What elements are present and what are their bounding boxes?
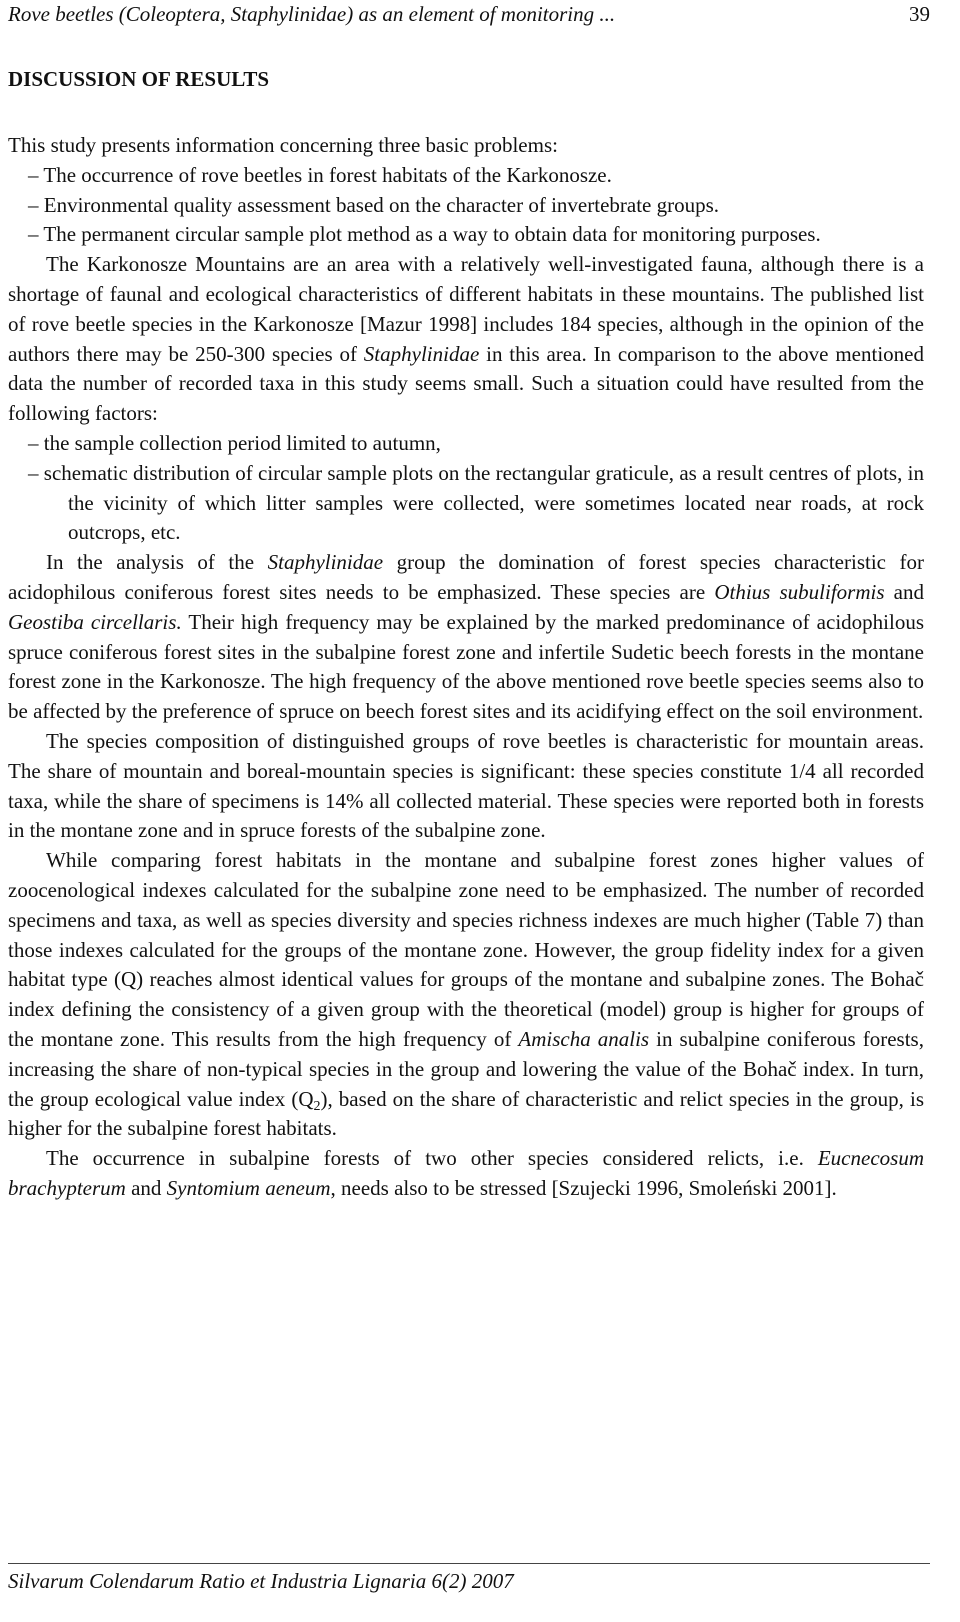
factor-item: – schematic distribution of circular sample plots on the rectangular graticule, as a result centres of plots, in the vicinity of which litter samples were collected, were sometimes located near roads, at rock outcrops, etc.: [28, 460, 924, 545]
body-text: [8, 131, 924, 1204]
taxon-name: Staphylinidae: [267, 550, 384, 575]
problem-item: – The permanent circular sample plot method as a way to obtain data for monitoring purposes.: [28, 222, 821, 247]
running-header: [8, 2, 930, 32]
paragraph-species-composition: The species composition of distinguished groups of rove beetles is characteristic for mountain areas. The share of mountain and boreal-mountain species is significant: these species constitute 1/4 all recorded taxa, while the share of specimens is 14% all collected material. These species were reported both in forests in the montane zone and in spruce forests of the subalpine zone.: [8, 728, 924, 843]
taxon-name: Eucnecosum brachypterum: [8, 1146, 924, 1200]
problem-item: – Environmental quality assessment based on the character of invertebrate groups.: [28, 192, 720, 217]
section-heading: DISCUSSION OF RESULTS: [8, 67, 270, 91]
paragraph-relicts: The occurrence in subalpine forests of two other species considered relicts, i.e. Eucnecosum brachypterum and Syntomium aeneum, needs also to be stressed [Szujecki 1996, Smoleński 2001].: [8, 1146, 924, 1200]
paragraph-zone-comparison: While comparing forest habitats in the montane and subalpine forest zones higher values of zoocenological indexes calculated for the subalpine zone need to be emphasized. The number of recorded specimens and taxa, as well as species diversity and species richness indexes are much higher (Table 7) than those indexes calculated for the groups of the montane zone. However, the group fidelity index for a given habitat type (Q) reaches almost identical values for groups of the montane and subalpine zones. The Bohač index defining the consistency of a given group with the theoretical (model) group is higher for groups of the montane zone. This results from the high frequency of Amischa analis in subalpine coniferous forests, increasing the share of non-typical species in the group and lowering the value of the Bohač index. In turn, the group ecological value index $(Q_2)$, based on the share of characteristic and relict species in the group, is higher for the subalpine forest habitats.: [8, 848, 924, 1141]
footer-divider: [8, 1563, 930, 1564]
taxon-name: Staphylinidae: [363, 341, 480, 366]
factor-item: – the sample collection period limited to autumn,: [28, 430, 441, 455]
page-number: 39: [909, 2, 930, 26]
subscript: 2: [313, 1098, 321, 1114]
paragraph-karkonosze: The Karkonosze Mountains are an area with a relatively well-investigated fauna, although there is a shortage of faunal and ecological characteristics of different habitats in these mountains. The published list of rove beetle species in the Karkonosze [Mazur 1998] includes 184 species, although in the opinion of the authors there may be 250-300 species of Staphylinidae in this area. In comparison to the above mentioned data the number of recorded taxa in this study seems small. Such a situation could have resulted from the following factors:: [8, 252, 924, 426]
taxon-name: Geostiba circellaris.: [8, 609, 182, 634]
taxon-name: Syntomium aeneum: [166, 1175, 331, 1200]
problem-item: – The occurrence of rove beetles in forest habitats of the Karkonosze.: [28, 162, 612, 187]
intro-line: This study presents information concerning three basic problems:: [8, 133, 558, 157]
taxon-name: Othius subuliformis: [714, 579, 885, 604]
taxon-name: Amischa analis: [518, 1026, 650, 1051]
running-title: Rove beetles (Coleoptera, Staphylinidae) as an element of monitoring ...: [8, 2, 616, 26]
journal-footer: Silvarum Colendarum Ratio et Industria Lignaria 6(2) 2007: [8, 1569, 514, 1593]
paragraph-staphylinidae-analysis: In the analysis of the Staphylinidae group the domination of forest species characteristic for acidophilous coniferous forest sites needs to be emphasized. These species are Othius subuliformis and Geostiba circellaris. Their high frequency may be explained by the marked predominance of acidophilous spruce coniferous forest sites in the subalpine forest zone and infertile Sudetic beech forests in the montane forest zone in the Karkonosze. The high frequency of the above mentioned rove beetle species seems also to be affected by the preference of spruce on beech forest sites and its acidifying effect on the soil environment.: [8, 550, 925, 724]
